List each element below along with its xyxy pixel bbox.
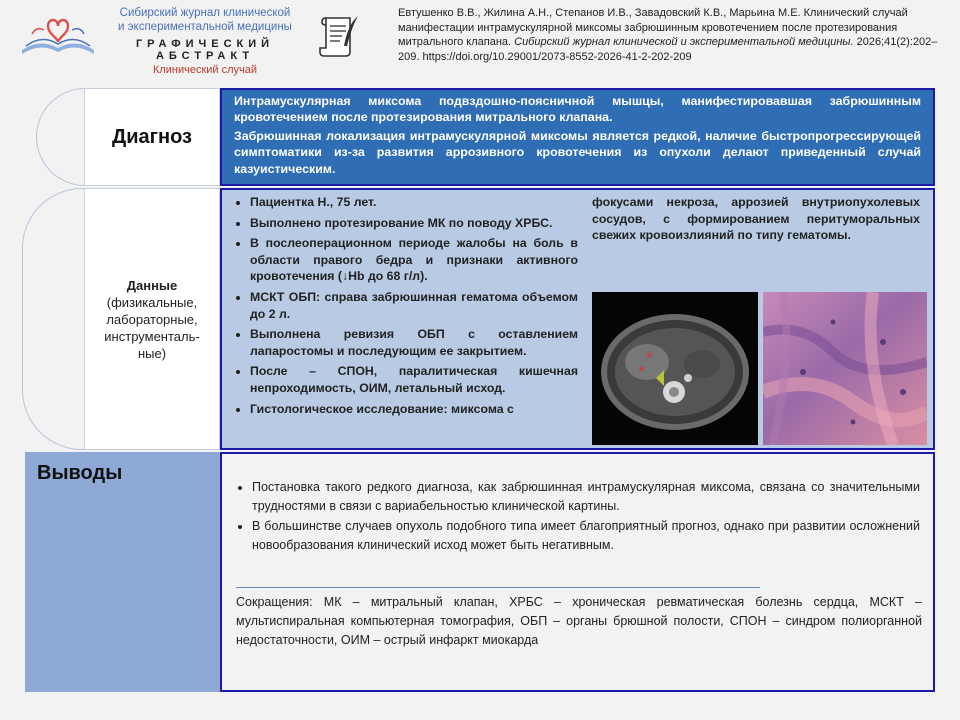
data-label-subtitle: (физикальные, лабораторные, инструменталь-ные) [104, 294, 200, 361]
data-list-item: • Выполнена ревизия ОБП с оставлением лапаростомы и последующим ее закрытием. [250, 326, 578, 359]
svg-text:*: * [638, 364, 645, 380]
data-list-item: • Пациентка Н., 75 лет. [250, 194, 578, 211]
data-label [84, 188, 220, 450]
svg-text:*: * [646, 350, 653, 366]
histology-image [763, 292, 927, 445]
diagnosis-label: Диагноз [84, 88, 220, 186]
abstract-label: ГРАФИЧЕСКИЙ АБСТРАКТ [135, 38, 275, 62]
conclusions-list-item: • В большинстве случаев опухоль подобного типа имеет благоприятный прогноз, однако при развитии осложнений новообразования клинический исход может быть негативным. [252, 517, 920, 555]
citation [398, 6, 938, 64]
diagnosis-panel [220, 88, 935, 186]
citation-journal: Сибирский журнал клинической и экспериментальной медицины. [514, 36, 854, 49]
data-list-item: • В послеоперационном периоде жалобы на боль в области правого бедра и признаки активного кровотечения (↓Hb до 68 г/л). [250, 235, 578, 285]
histology-caption: фокусами некроза, аррозией внутриопухолевых сосудов, с формированием перитуморальных свежих кровоизлияний по типу гематомы. [592, 195, 920, 243]
ct-scan-image [592, 292, 758, 445]
data-list-item: • Выполнено протезирование МК по поводу ХРБС. [250, 215, 578, 232]
scroll-quill-icon [318, 12, 360, 60]
case-label: Клинический случай [152, 64, 258, 76]
conclusions-list [232, 478, 920, 556]
conclusions-list-item: • Постановка такого редкого диагноза, как забрюшинная интрамускулярная миксома, связана со значительными трудностями в связи с вариабельностью клинической картины. [252, 478, 920, 516]
abbreviations-divider [236, 587, 760, 588]
data-label-title: Данные [126, 277, 178, 293]
citation-reference: 2026;41(2):202–209. https://doi.org/10.29001/2073-8552-2026-41-2-202-209 [398, 36, 938, 63]
diagnosis-paragraph: Интрамускулярная миксома подвздошно-поясничной мышцы, манифестировавшая забрюшинным кровотечением после протезирования митрального клапана. [234, 94, 921, 125]
diagnosis-curve-accent [36, 88, 86, 186]
journal-logo [18, 12, 98, 62]
data-list [228, 194, 578, 446]
data-list-item: • МСКТ ОБП: справа забрюшинная гематома объемом до 2 л. [250, 289, 578, 322]
data-list-item: • Гистологическое исследование: миксома с [250, 401, 578, 418]
citation-authors: Евтушенко В.В., Жилина А.Н., Степанов И.В., Завадовский К.В., Марьина М.Е. Клинический случай манифестации интрамускулярной миксомы забрюшинным кровотечением после протезирования митрального клапана. [398, 7, 908, 49]
journal-name-line-1: Сибирский журнал клинической [119, 7, 291, 19]
data-list-item: • После – СПОН, паралитическая кишечная непроходимость, ОИМ, летальный исход. [250, 363, 578, 396]
journal-header [90, 6, 320, 76]
journal-name-line-2: и экспериментальной медицины [118, 21, 292, 33]
data-curve-accent [22, 188, 86, 450]
conclusions-label: Выводы [25, 452, 220, 692]
abbreviations-text: Сокращения: МК – митральный клапан, ХРБС – хроническая ревматическая болезнь сердца, МСКТ – мультиспиральная компьютерная томография, ОБП – органы брюшной полости, СПОН – синдром полиорганной недостаточности, ОИМ – острый инфаркт миокарда [236, 595, 922, 647]
diagnosis-paragraph: Забрюшинная локализация интрамускулярной миксомы является редкой, наличие быстропрогрессирующей симптоматики из-за развития аррозивного кровотечения из опухоли делают приведенный случай казуистическим. [234, 128, 921, 176]
